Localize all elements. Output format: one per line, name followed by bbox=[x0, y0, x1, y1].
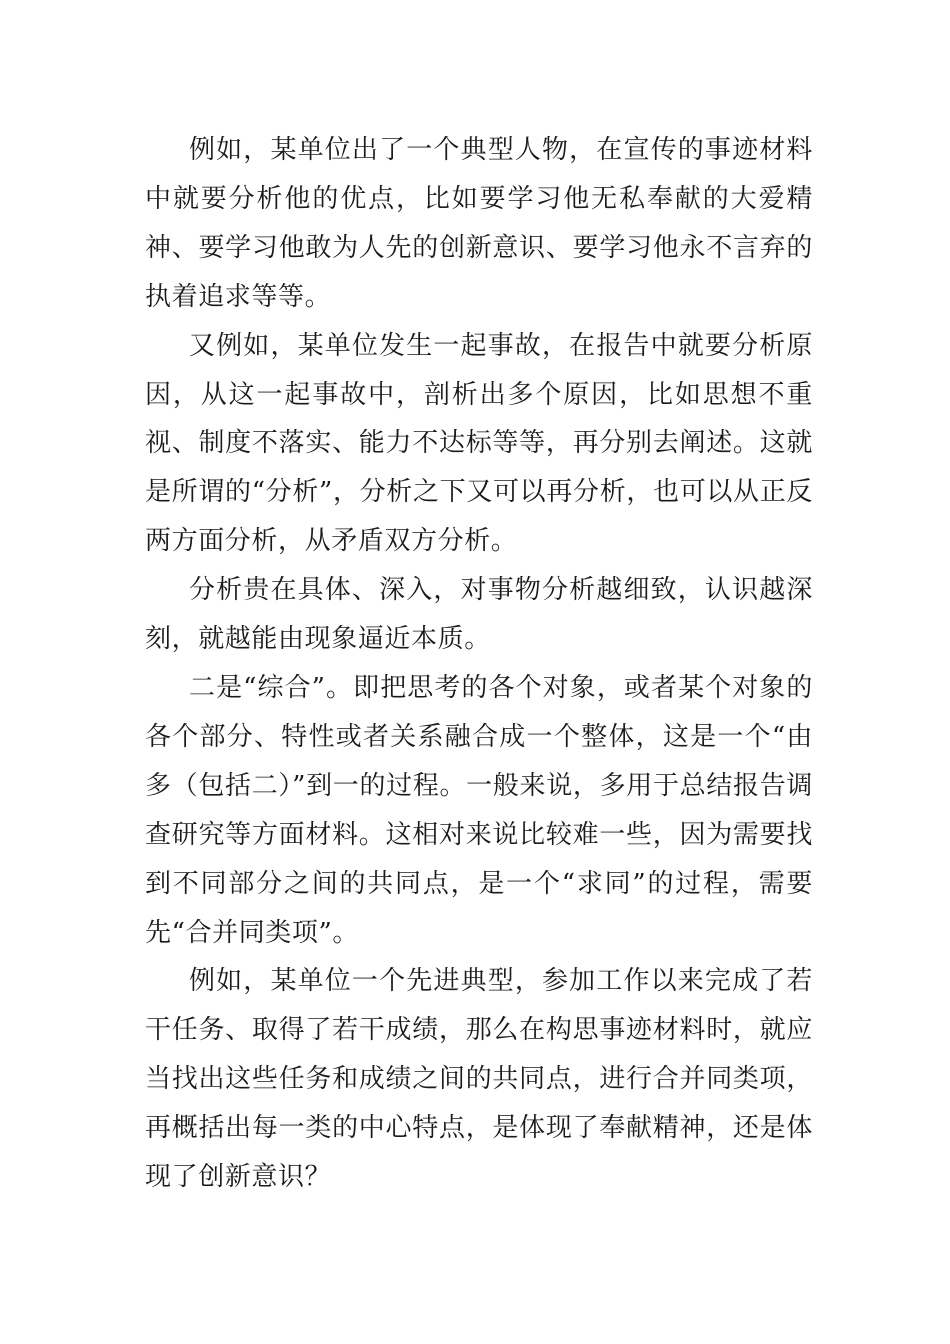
document-body bbox=[145, 126, 813, 1202]
paragraph-synthesis: 二是“综合”。即把思考的各个对象，或者某个对象的各个部分、特性或者关系融合成一个整体，这是一个“由多（包括二）”到一的过程。一般来说，多用于总结报告调查研究等方面材料。这相对来说比较难一些，因为需要找到不同部分之间的共同点，是一个“求同”的过程，需要先“合并同类项”。 bbox=[145, 672, 813, 948]
paragraph-example-advanced-model: 例如，某单位一个先进典型，参加工作以来完成了若干任务、取得了若干成绩，那么在构思事迹材料时，就应当找出这些任务和成绩之间的共同点，进行合并同类项，再概括出每一类的中心特点，是体现了奉献精神，还是体现了创新意识？ bbox=[145, 966, 813, 1193]
paragraph-example-typical-person: 例如，某单位出了一个典型人物，在宣传的事迹材料中就要分析他的优点，比如要学习他无私奉献的大爱精神、要学习他敢为人先的创新意识、要学习他永不言弃的执着追求等等。 bbox=[145, 135, 813, 312]
paragraph-example-accident: 又例如，某单位发生一起事故，在报告中就要分析原因，从这一起事故中，剖析出多个原因，比如思想不重视、制度不落实、能力不达标等等，再分别去阐述。这就是所谓的“分析”，分析之下又可以再分析，也可以从正反两方面分析，从矛盾双方分析。 bbox=[145, 330, 813, 557]
paragraph-analysis-depth: 分析贵在具体、深入，对事物分析越细致，认识越深刻，就越能由现象逼近本质。 bbox=[145, 575, 813, 655]
